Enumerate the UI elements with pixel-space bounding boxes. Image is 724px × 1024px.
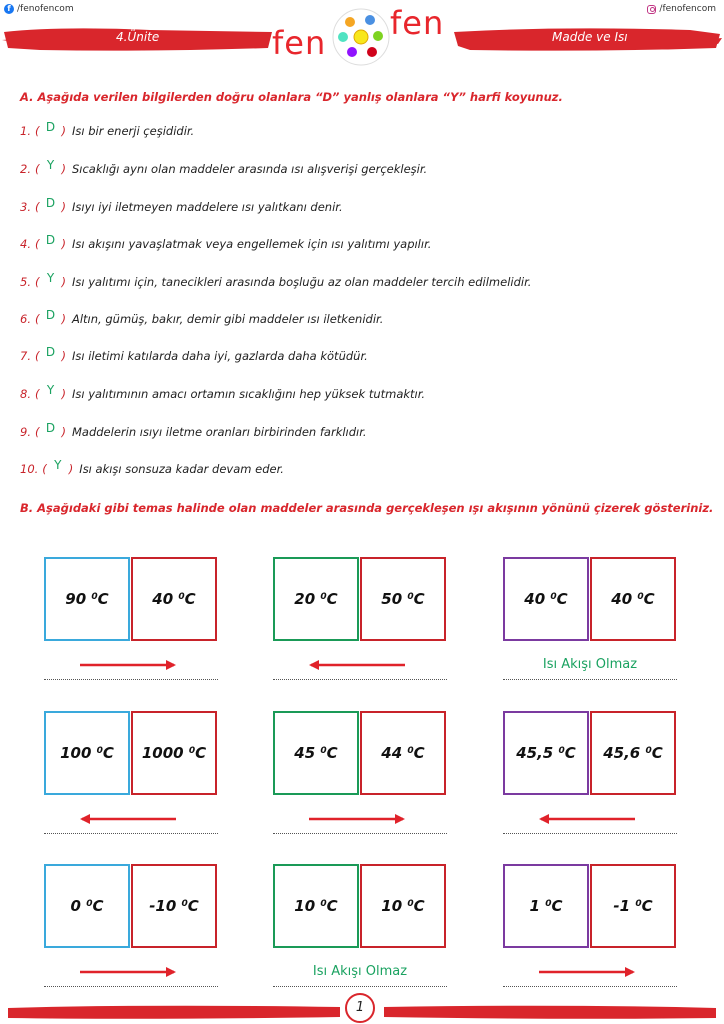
statement-number: 10. xyxy=(20,462,39,476)
statement-text: Isı akışı sonsuza kadar devam eder. xyxy=(79,462,284,476)
instagram-icon xyxy=(647,5,656,14)
close-paren: ) xyxy=(61,387,66,401)
open-paren: ( xyxy=(34,275,40,289)
temperature-value: 50 xyxy=(381,590,403,608)
arrow-right-icon xyxy=(44,657,218,673)
statement-text: Sıcaklığı aynı olan maddeler arasında ısı alışverişi gerçekleşir. xyxy=(71,162,428,176)
unit-label: 4.Ünite xyxy=(116,30,160,44)
statement-item xyxy=(20,458,284,476)
temperature-value: 45,5 xyxy=(516,744,554,762)
answer-dotted-line xyxy=(503,833,677,834)
answer-dotted-line xyxy=(44,986,218,987)
statement-item xyxy=(20,308,384,326)
statement-text: Isı yalıtımının amacı ortamın sıcaklığını hep yüksek tutmaktır. xyxy=(71,387,426,401)
temperature-value: 20 xyxy=(294,590,316,608)
statement-item xyxy=(20,196,343,214)
statement-number: 5. xyxy=(20,275,31,289)
temperature-value: 45 xyxy=(294,744,316,762)
no-heat-flow-label: Isı Akışı Olmaz xyxy=(542,657,638,672)
temperature-box-left: 20 $^0$ C xyxy=(273,557,359,641)
instagram-handle: /fenofencom xyxy=(647,4,716,14)
temperature-value: 40 xyxy=(524,590,546,608)
answer-dotted-line xyxy=(503,679,677,680)
answer-field[interactable]: D xyxy=(45,233,56,247)
statement-number: 1. xyxy=(20,124,31,138)
temperature-box-left: 1 $^0$ C xyxy=(503,864,589,948)
temperature-box-right: 40 $^0$ C xyxy=(131,557,217,641)
answer-dotted-line xyxy=(273,679,447,680)
answer-dotted-line xyxy=(44,679,218,680)
open-paren: ( xyxy=(34,425,40,439)
page-number: 1 xyxy=(345,993,375,1023)
temperature-value: 100 xyxy=(60,744,92,762)
answer-field[interactable]: D xyxy=(45,196,56,210)
statement-text: Isı iletimi katılarda daha iyi, gazlarda daha kötüdür. xyxy=(71,349,368,363)
topic-label: Madde ve Isı xyxy=(552,30,628,44)
statement-item xyxy=(20,120,195,138)
section-b-title: B. Aşağıdaki gibi temas halinde olan maddeler arasında gerçekleşen ışı akışının yönünü çizerek gösteriniz. xyxy=(20,501,714,515)
answer-dotted-line xyxy=(273,986,447,987)
logo-fen-right: fen xyxy=(390,4,445,42)
open-paren: ( xyxy=(34,124,40,138)
answer-field[interactable]: Y xyxy=(46,158,55,172)
answer-field[interactable]: Y xyxy=(46,383,55,397)
close-paren: ) xyxy=(61,312,66,326)
answer-dotted-line xyxy=(503,986,677,987)
arrow-right-icon xyxy=(273,811,447,827)
close-paren: ) xyxy=(61,237,66,251)
statement-text: Maddelerin ısıyı iletme oranları birbirinden farklıdır. xyxy=(71,425,367,439)
temperature-value: 10 xyxy=(294,897,316,915)
temperature-box-left: 100 $^0$ C xyxy=(44,711,130,795)
answer-dotted-line xyxy=(273,833,447,834)
close-paren: ) xyxy=(61,124,66,138)
temperature-box-right: 40 $^0$ C xyxy=(590,557,676,641)
open-paren: ( xyxy=(34,312,40,326)
statement-text: Altın, gümüş, bakır, demir gibi maddeler ısı iletkenidir. xyxy=(71,312,384,326)
statement-text: Isı yalıtımı için, tanecikleri arasında boşluğu az olan maddeler tercih edilmelidir. xyxy=(71,275,532,289)
open-paren: ( xyxy=(34,162,40,176)
temperature-box-right: 50 $^0$ C xyxy=(360,557,446,641)
arrow-left-icon xyxy=(503,811,677,827)
temperature-box-left: 10 $^0$ C xyxy=(273,864,359,948)
open-paren: ( xyxy=(34,200,40,214)
statement-item xyxy=(20,421,367,439)
logo-fen-left: fen xyxy=(272,24,327,62)
statement-number: 7. xyxy=(20,349,31,363)
close-paren: ) xyxy=(61,275,66,289)
statement-text: Isıyı iyi iletmeyen maddelere ısı yalıtkanı denir. xyxy=(71,200,343,214)
close-paren: ) xyxy=(68,462,74,476)
open-paren: ( xyxy=(34,349,40,363)
temperature-box-right: 1000 $^0$ C xyxy=(131,711,217,795)
temperature-value: 90 xyxy=(65,590,87,608)
answer-field[interactable]: Y xyxy=(54,458,62,472)
temperature-box-right: -10 $^0$ C xyxy=(131,864,217,948)
temperature-box-left: 45,5 $^0$ C xyxy=(503,711,589,795)
statement-number: 4. xyxy=(20,237,31,251)
temperature-box-right: 44 $^0$ C xyxy=(360,711,446,795)
statement-item xyxy=(20,158,428,176)
arrow-right-icon xyxy=(44,964,218,980)
statement-item xyxy=(20,345,368,363)
answer-field[interactable]: D xyxy=(45,345,56,359)
temperature-box-right: 45,6 $^0$ C xyxy=(590,711,676,795)
temperature-value: 0 xyxy=(70,897,81,915)
statement-number: 9. xyxy=(20,425,31,439)
temperature-value: 44 xyxy=(381,744,403,762)
temperature-box-right: -1 $^0$ C xyxy=(590,864,676,948)
logo-science-icon xyxy=(330,6,392,68)
arrow-right-icon xyxy=(503,964,677,980)
temperature-box-left: 45 $^0$ C xyxy=(273,711,359,795)
statement-text: Isı akışını yavaşlatmak veya engellemek için ısı yalıtımı yapılır. xyxy=(71,237,432,251)
statement-text: Isı bir enerji çeşididir. xyxy=(71,124,195,138)
close-paren: ) xyxy=(61,162,66,176)
temperature-value: -10 xyxy=(149,897,177,915)
answer-field[interactable]: D xyxy=(45,421,56,435)
statement-number: 2. xyxy=(20,162,31,176)
statement-item xyxy=(20,233,432,251)
statement-number: 6. xyxy=(20,312,31,326)
temperature-box-left: 0 $^0$ C xyxy=(44,864,130,948)
temperature-value: 45,6 xyxy=(603,744,641,762)
close-paren: ) xyxy=(61,425,66,439)
temperature-box-left: 40 $^0$ C xyxy=(503,557,589,641)
temperature-value: 1000 xyxy=(141,744,184,762)
facebook-handle: f /fenofencom xyxy=(4,4,74,14)
no-heat-flow-label: Isı Akışı Olmaz xyxy=(312,964,408,979)
temperature-value: 1 xyxy=(529,897,540,915)
answer-dotted-line xyxy=(44,833,218,834)
answer-field[interactable]: D xyxy=(45,120,56,134)
open-paren: ( xyxy=(34,387,40,401)
temperature-value: 10 xyxy=(381,897,403,915)
statement-number: 8. xyxy=(20,387,31,401)
facebook-icon: f xyxy=(4,4,14,14)
arrow-left-icon xyxy=(44,811,218,827)
answer-field[interactable]: Y xyxy=(46,271,55,285)
section-a-title: A. Aşağıda verilen bilgilerden doğru olanlara “D” yanlış olanlara “Y” harfi koyunuz. xyxy=(20,90,563,104)
statement-item xyxy=(20,383,426,401)
temperature-value: -1 xyxy=(613,897,631,915)
temperature-box-right: 10 $^0$ C xyxy=(360,864,446,948)
arrow-left-icon xyxy=(273,657,447,673)
close-paren: ) xyxy=(61,349,66,363)
answer-field[interactable]: D xyxy=(45,308,56,322)
temperature-value: 40 xyxy=(152,590,174,608)
temperature-box-left: 90 $^0$ C xyxy=(44,557,130,641)
statement-number: 3. xyxy=(20,200,31,214)
close-paren: ) xyxy=(61,200,66,214)
open-paren: ( xyxy=(42,462,47,476)
open-paren: ( xyxy=(34,237,40,251)
temperature-value: 40 xyxy=(611,590,633,608)
statement-item xyxy=(20,271,532,289)
